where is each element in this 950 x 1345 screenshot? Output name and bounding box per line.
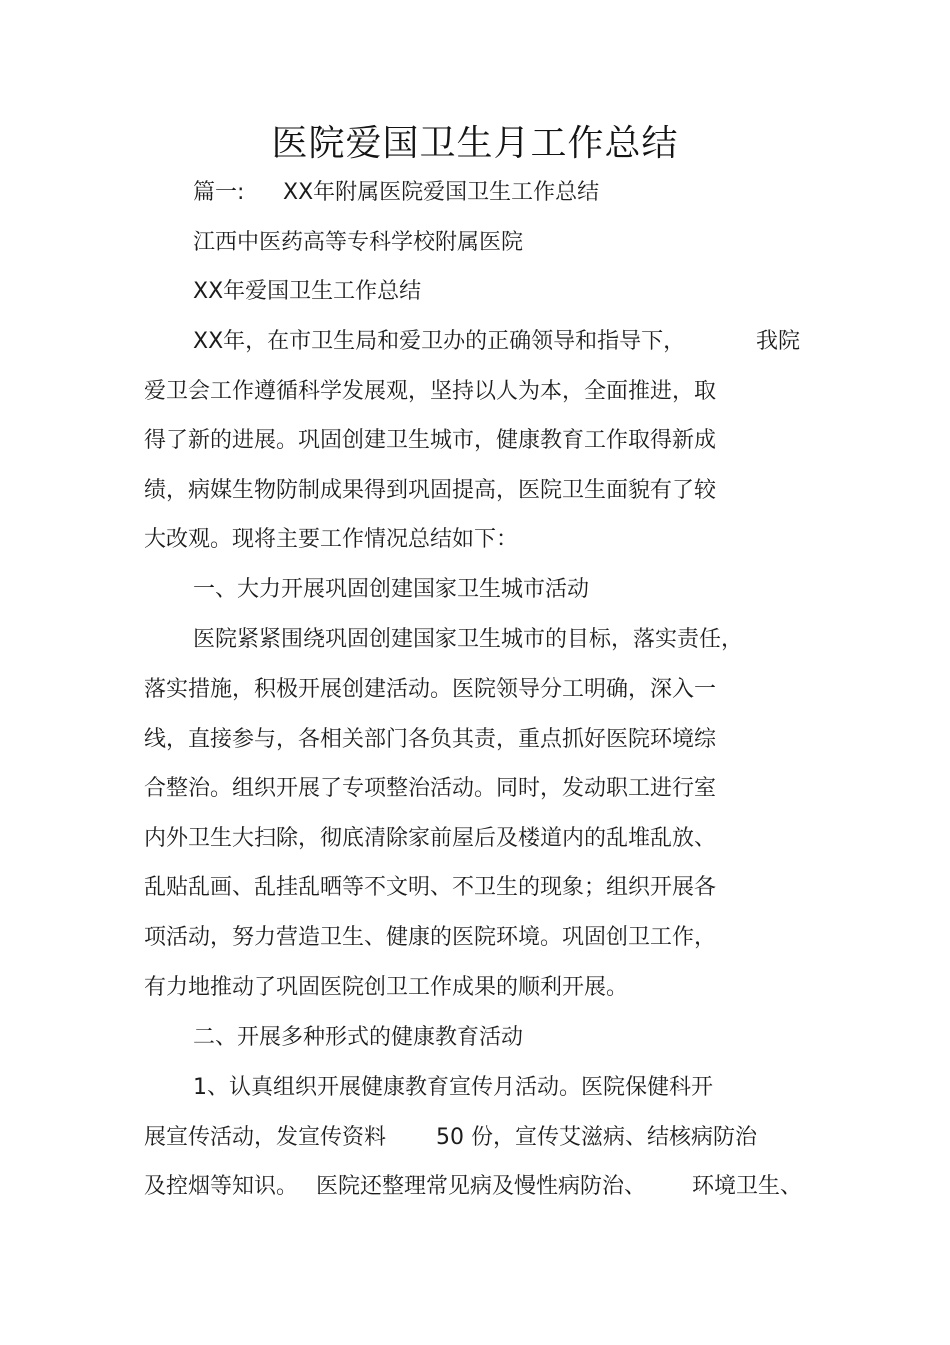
paragraph-1-line-4: 绩，病媒生物防制成果得到巩固提高，医院卫生面貌有了较 bbox=[144, 478, 717, 503]
paragraph-2-line-1: 医院紧紧围绕巩固创建国家卫生城市的目标，落实责任， bbox=[193, 627, 744, 652]
paragraph-2-line-6: 乱贴乱画、乱挂乱晒等不文明、不卫生的现象；组织开展各 bbox=[144, 875, 717, 900]
paragraph-3-line-3-text-a: 及控烟等知识。 bbox=[144, 1174, 299, 1199]
paragraph-2-line-8: 有力地推动了巩固医院创卫工作成果的顺利开展。 bbox=[144, 975, 629, 1000]
paragraph-1-line-1-tail: 我院 bbox=[756, 329, 801, 354]
paragraph-1-line-5: 大改观。现将主要工作情况总结如下： bbox=[144, 527, 519, 552]
report-title-line: XX年爱国卫生工作总结 bbox=[193, 279, 422, 304]
paragraph-3-line-2-text: 展宣传活动，发宣传资料 bbox=[144, 1125, 387, 1150]
paragraph-1-line-1-text: XX年，在市卫生局和爱卫办的正确领导和指导下， bbox=[193, 329, 686, 354]
paragraph-3-line-2-tail: 50 份，宣传艾滋病、结核病防治 bbox=[436, 1125, 757, 1150]
subtitle-prefix: 篇一: bbox=[193, 180, 245, 205]
paragraph-2-line-2: 落实措施，积极开展创建活动。医院领导分工明确，深入一 bbox=[144, 677, 717, 702]
paragraph-1-line-2: 爱卫会工作遵循科学发展观，坚持以人为本，全面推进，取 bbox=[144, 379, 717, 404]
paragraph-2-line-3: 线，直接参与，各相关部门各负其责，重点抓好医院环境综 bbox=[144, 727, 717, 752]
subtitle-text: XX年附属医院爱国卫生工作总结 bbox=[283, 180, 600, 205]
paragraph-3-line-3-text-b: 医院还整理常见病及慢性病防治、 bbox=[316, 1174, 647, 1199]
paragraph-2-line-4: 合整治。组织开展了专项整治活动。同时，发动职工进行室 bbox=[144, 776, 717, 801]
section-heading-1: 一、大力开展巩固创建国家卫生城市活动 bbox=[193, 577, 590, 602]
paragraph-3-line-1: 1、认真组织开展健康教育宣传月活动。医院保健科开 bbox=[193, 1075, 713, 1100]
paragraph-2-line-5: 内外卫生大扫除，彻底清除家前屋后及楼道内的乱堆乱放、 bbox=[144, 826, 717, 851]
paragraph-2-line-7: 项活动，努力营造卫生、健康的医院环境。巩固创卫工作， bbox=[144, 925, 717, 950]
paragraph-3-line-3-text-c: 环境卫生、 bbox=[692, 1174, 803, 1199]
organization-line: 江西中医药高等专科学校附属医院 bbox=[193, 230, 524, 255]
paragraph-1-line-3: 得了新的进展。巩固创建卫生城市，健康教育工作取得新成 bbox=[144, 428, 717, 453]
document-title: 医院爱国卫生月工作总结 bbox=[271, 123, 679, 164]
section-heading-2: 二、开展多种形式的健康教育活动 bbox=[193, 1025, 524, 1050]
